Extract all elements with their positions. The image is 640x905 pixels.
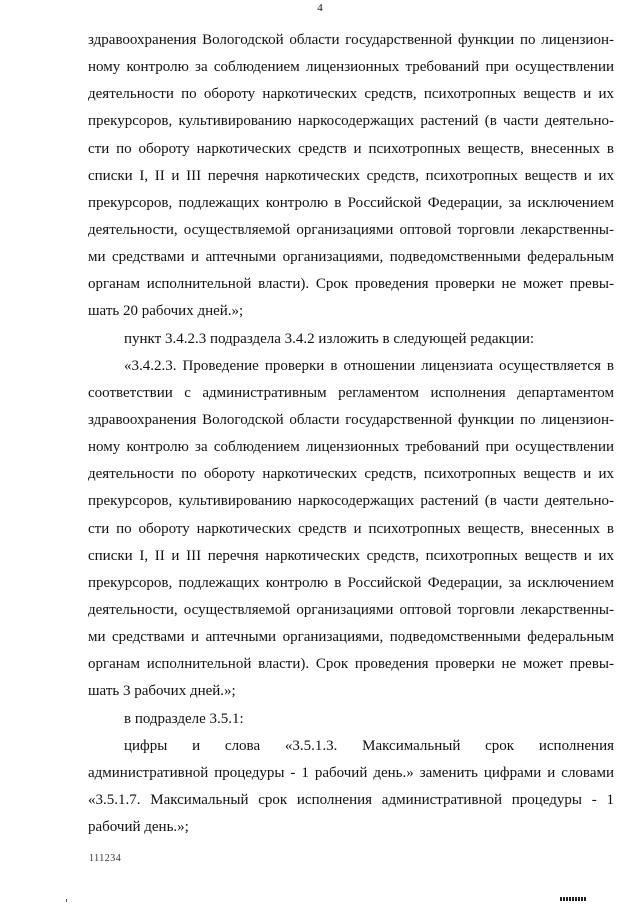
text-line: рабочий день.»; [88,819,189,836]
text-line: ми средствами и аптечными организациями, подведомственными федеральным [88,629,614,646]
text-line: списки I, II и III перечня наркотических средств, психотропных веществ и их [88,547,614,564]
text-line: прекурсоров, подлежащих контролю в Российской Федерации, за исключением [88,574,614,591]
document-code: 111234 [89,853,122,864]
text-line: деятельности по обороту наркотических средств, психотропных веществ и их [88,466,614,483]
text-line: списки I, II и III перечня наркотических средств, психотропных веществ и их [88,167,614,184]
text-line: здравоохранения Вологодской области государственной функции по лицензион- [88,32,614,48]
text-line: шать 20 рабочих дней.»; [88,303,244,320]
text-line: прекурсоров, культивированию наркосодержащих растений (в части деятельно- [88,493,614,510]
text-line: шать 3 рабочих дней.»; [88,683,236,700]
text-line: прекурсоров, подлежащих контролю в Российской Федерации, за исключением [88,194,614,211]
page-number: 4 [317,2,323,14]
text-line: «3.4.2.3. Проведение проверки в отношении лицензиата осуществляется в [124,357,614,374]
text-line: прекурсоров, культивированию наркосодержащих растений (в части деятельно- [88,113,614,130]
text-line: сти по обороту наркотических средств и психотропных веществ, внесенных в [88,140,614,157]
text-line: органам исполнительной власти). Срок проведения проверки не может превы- [88,276,614,293]
text-line: деятельности по обороту наркотических средств, психотропных веществ и их [88,86,614,103]
text-line: «3.5.1.7. Максимальный срок исполнения административной процедуры - 1 [88,791,614,808]
text-line: здравоохранения Вологодской области государственной функции по лицензион- [88,411,614,428]
text-line: органам исполнительной власти). Срок проведения проверки не может превы- [88,656,614,673]
text-line: в подразделе 3.5.1: [124,710,244,727]
scan-mark-left [66,899,67,902]
text-line: административной процедуры - 1 рабочий день.» заменить цифрами и словами [88,764,614,781]
text-line: деятельности, осуществляемой организациями оптовой торговли лекарственны- [88,601,614,618]
text-line: сти по обороту наркотических средств и психотропных веществ, внесенных в [88,520,614,537]
text-line: ному контролю за соблюдением лицензионных требований при осуществлении [88,59,614,76]
text-line: цифры и слова «3.5.1.3. Максимальный срок исполнения [124,737,614,754]
text-line: соответствии с административным регламентом исполнения департаментом [88,384,614,401]
document-body [88,27,614,841]
text-line: ми средствами и аптечными организациями, подведомственными федеральным [88,249,614,266]
text-line: пункт 3.4.2.3 подраздела 3.4.2 изложить в следующей редакции: [124,330,535,347]
text-line: ному контролю за соблюдением лицензионных требований при осуществлении [88,439,614,456]
scan-mark-right [560,897,586,901]
text-line: деятельности, осуществляемой организациями оптовой торговли лекарственны- [88,221,614,238]
